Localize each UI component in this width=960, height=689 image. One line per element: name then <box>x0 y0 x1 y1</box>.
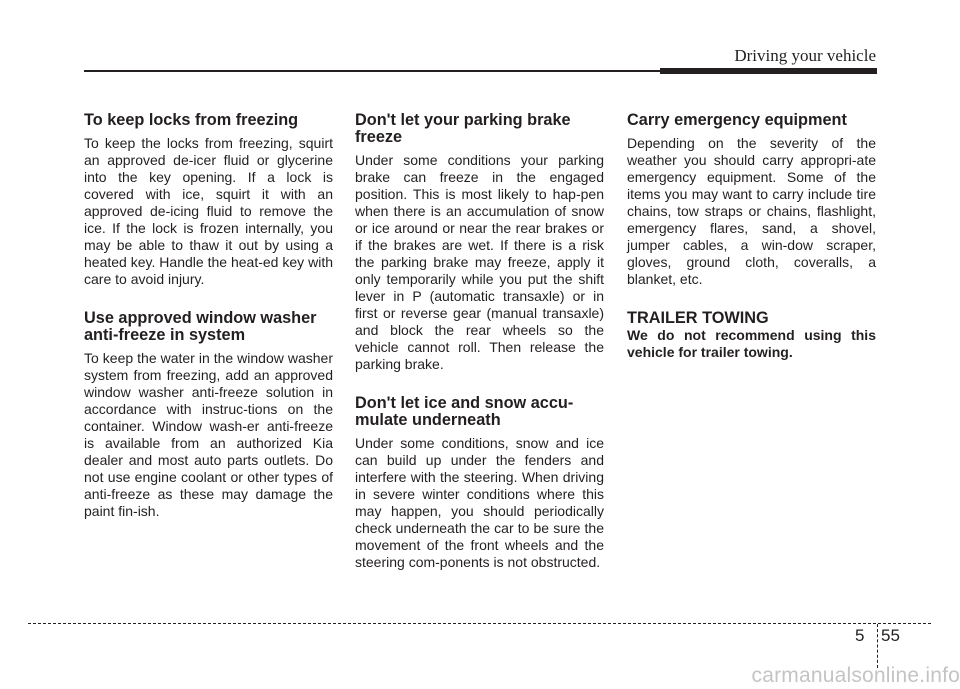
locks-freezing-text: To keep the locks from freezing, squirt an approved de-icer fluid or glycerine into the key opening. If a lock is covered with ice, squirt it with an approved de-icing fluid to remove the ice. If the lock is frozen internally, you may be able to thaw it out by using a heated key. Handle the heat-ed key with care to avoid injury. <box>84 135 333 287</box>
trailer-towing-text: We do not recommend using this vehicle for trailer towing. <box>627 327 876 360</box>
trailer-towing-heading: TRAILER TOWING <box>627 309 769 327</box>
washer-antifreeze-heading: Use approved window washer anti-freeze in system <box>84 309 317 344</box>
footer-dashed-line <box>28 623 931 624</box>
chapter-number: 5 <box>855 626 865 645</box>
washer-antifreeze-section <box>84 310 333 520</box>
locks-freezing-heading: To keep locks from freezing <box>84 111 299 129</box>
ice-snow-text: Under some conditions, snow and ice can build up under the fenders and interfere with the steering. When driving in severe winter conditions where this may happen, you should periodically check underneath the car to be sure the movement of the front wheels and the steering com-ponents is not obstructed. <box>355 435 604 570</box>
watermark-text: carmanualsonline.info <box>751 664 960 687</box>
section-header-title: Driving your vehicle <box>734 46 876 65</box>
right-column <box>627 112 876 361</box>
trailer-towing-section <box>627 310 876 361</box>
middle-column <box>355 112 604 571</box>
ice-snow-heading: Don't let ice and snow accu-mulate underneath <box>355 394 574 429</box>
emergency-equipment-heading: Carry emergency equipment <box>627 111 847 129</box>
ice-snow-section <box>355 395 604 571</box>
emergency-equipment-section <box>627 112 876 288</box>
locks-freezing-section <box>84 112 333 288</box>
emergency-equipment-text: Depending on the severity of the weather you should carry appropri-ate emergency equipment. Some of the items you may want to carry include tire chains, tow straps or chains, flashlight, emergency flares, sand, a shovel, jumper cables, a win-dow scraper, gloves, ground cloth, coveralls, a blanket, etc. <box>627 135 876 287</box>
parking-brake-heading: Don't let your parking brake freeze <box>355 111 571 146</box>
parking-brake-text: Under some conditions your parking brake can freeze in the engaged position. This is most likely to hap-pen when there is an accumulation of snow or ice around or near the rear brakes or if the brakes are wet. If there is a risk the parking brake may freeze, apply it only temporarily while you put the shift lever in P (automatic transaxle) or in first or reverse gear (manual transaxle) and block the rear wheels so the vehicle cannot roll. Then release the parking brake. <box>355 152 604 372</box>
page-number-separator <box>877 624 878 668</box>
header-rule-thick <box>660 68 877 74</box>
left-column <box>84 112 333 520</box>
header-rule-thin <box>84 70 660 72</box>
parking-brake-section <box>355 112 604 373</box>
page-number: 55 <box>881 626 900 645</box>
washer-antifreeze-text: To keep the water in the window washer system from freezing, add an approved window washer anti-freeze solution in accordance with instruc-tions on the container. Window wash-er anti-freeze is available from an authorized Kia dealer and most auto parts outlets. Do not use engine coolant or other types of anti-freeze as these may damage the paint fin-ish. <box>84 350 333 519</box>
